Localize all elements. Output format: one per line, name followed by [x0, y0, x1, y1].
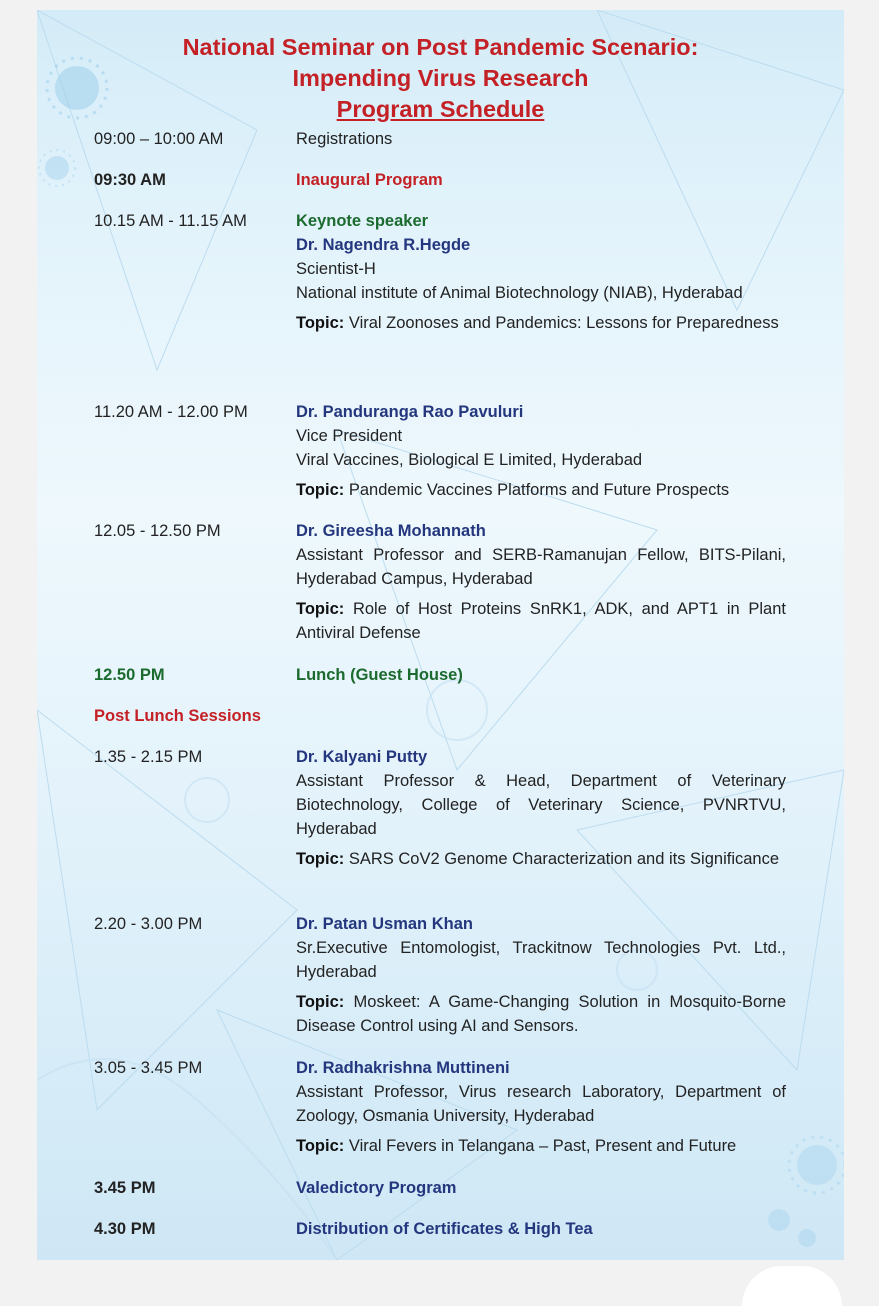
speaker-name: Dr. Nagendra R.Hegde	[296, 236, 471, 254]
speaker-affiliation: Sr.Executive Entomologist, Trackitnow Technologies Pvt. Ltd., Hyderabad	[296, 939, 786, 981]
talk-topic: Topic: SARS CoV2 Genome Characterization and its Significance	[296, 850, 780, 868]
keynote-label: Keynote speaker	[296, 212, 429, 230]
talk-topic: Topic: Viral Fevers in Telangana – Past, Present and Future	[296, 1137, 737, 1155]
seminar-title-line2: Impending Virus Research	[292, 65, 589, 91]
schedule-item	[296, 519, 786, 645]
schedule-time: 12.05 - 12.50 PM	[94, 522, 221, 540]
schedule-item	[296, 1176, 786, 1200]
schedule-item	[296, 209, 786, 335]
schedule-time: 3.45 PM	[94, 1179, 156, 1197]
schedule-time: 3.05 - 3.45 PM	[94, 1059, 203, 1077]
schedule-time: 1.35 - 2.15 PM	[94, 748, 203, 766]
schedule-time: 09:00 – 10:00 AM	[94, 130, 224, 148]
speaker-affiliation: National institute of Animal Biotechnology (NIAB), Hyderabad	[296, 284, 743, 302]
speaker-name: Dr. Kalyani Putty	[296, 748, 428, 766]
speaker-affiliation: Assistant Professor & Head, Department of Veterinary Biotechnology, College of Veterinary Science, PVNRTVU, Hyderabad	[296, 772, 786, 838]
schedule-item	[296, 745, 786, 871]
schedule-time: 10.15 AM - 11.15 AM	[94, 212, 247, 230]
schedule-time: 09:30 AM	[94, 171, 166, 189]
event-title: Registrations	[296, 130, 393, 148]
schedule-time: 12.50 PM	[94, 666, 165, 684]
speaker-name: Dr. Patan Usman Khan	[296, 915, 473, 933]
event-title: Inaugural Program	[296, 171, 443, 189]
speaker-designation: Vice President	[296, 427, 403, 445]
speaker-name: Dr. Panduranga Rao Pavuluri	[296, 403, 524, 421]
speaker-affiliation: Viral Vaccines, Biological E Limited, Hyderabad	[296, 451, 643, 469]
schedule-time: 4.30 PM	[94, 1220, 156, 1238]
schedule-time: 11.20 AM - 12.00 PM	[94, 403, 248, 421]
speaker-affiliation: Assistant Professor and SERB-Ramanujan Fellow, BITS-Pilani, Hyderabad Campus, Hyderabad	[296, 546, 786, 588]
corner-overlay	[742, 1266, 842, 1306]
schedule-item	[296, 127, 786, 151]
talk-topic: Topic: Viral Zoonoses and Pandemics: Lessons for Preparedness	[296, 314, 779, 332]
event-title: Distribution of Certificates & High Tea	[296, 1220, 593, 1238]
speaker-designation: Scientist-H	[296, 260, 376, 278]
speaker-name: Dr. Radhakrishna Muttineni	[296, 1059, 510, 1077]
schedule-item	[296, 168, 786, 192]
event-title: Valedictory Program	[296, 1179, 457, 1197]
seminar-title-line1: National Seminar on Post Pandemic Scenario:	[182, 34, 699, 60]
speaker-affiliation: Assistant Professor, Virus research Laboratory, Department of Zoology, Osmania University, Hyderabad	[296, 1083, 786, 1125]
poster	[37, 10, 844, 1260]
schedule-item	[296, 912, 786, 1038]
schedule-item	[296, 663, 786, 687]
schedule-item	[296, 1217, 786, 1241]
talk-topic: Topic: Role of Host Proteins SnRK1, ADK, and APT1 in Plant Antiviral Defense	[296, 600, 786, 642]
schedule-item	[296, 400, 786, 502]
speaker-name: Dr. Gireesha Mohannath	[296, 522, 486, 540]
schedule-time: 2.20 - 3.00 PM	[94, 915, 203, 933]
talk-topic: Topic: Moskeet: A Game-Changing Solution in Mosquito-Borne Disease Control using AI and Sensors.	[296, 993, 786, 1035]
post-lunch-heading: Post Lunch Sessions	[94, 707, 261, 725]
program-schedule-heading: Program Schedule	[336, 96, 545, 122]
event-title: Lunch (Guest House)	[296, 666, 463, 684]
talk-topic: Topic: Pandemic Vaccines Platforms and Future Prospects	[296, 481, 730, 499]
schedule-item	[296, 1056, 786, 1158]
